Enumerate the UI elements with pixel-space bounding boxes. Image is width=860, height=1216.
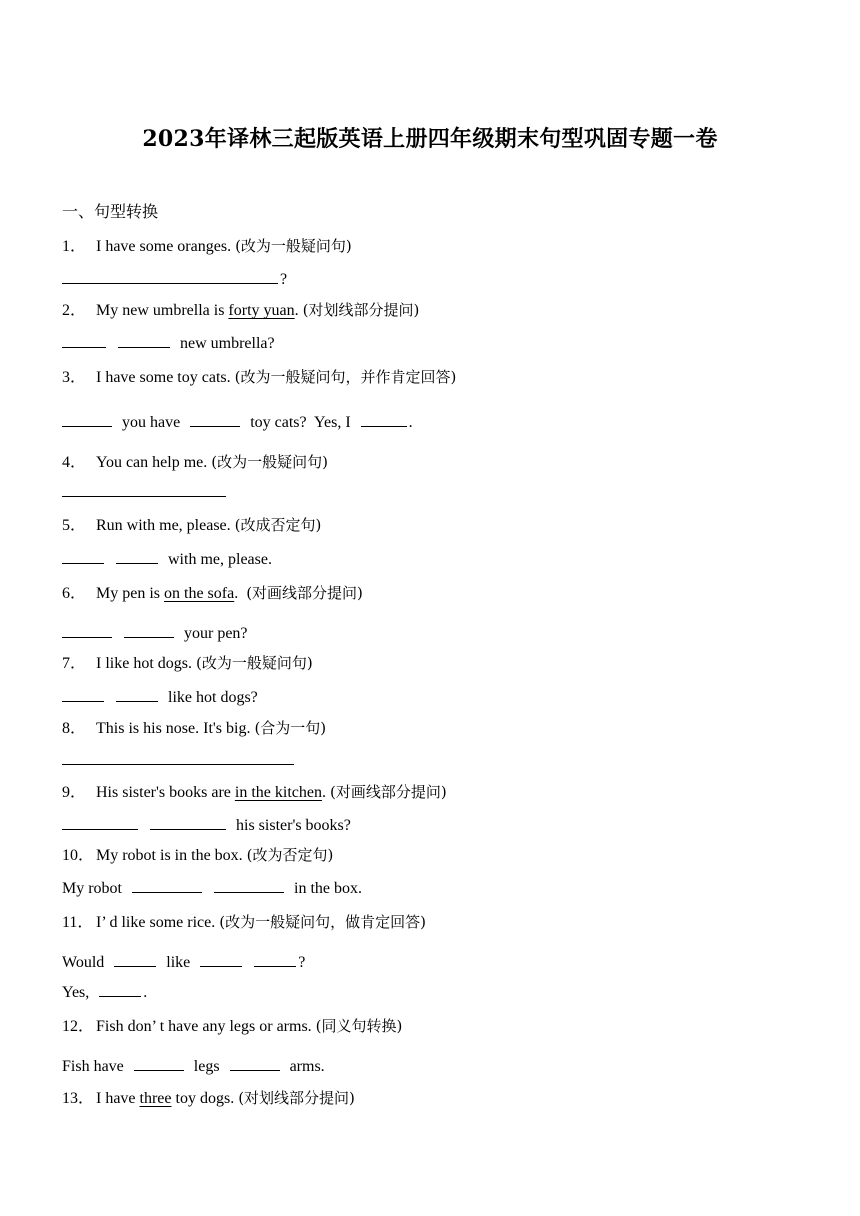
question-10: 10． My robot is in the box. (改为否定句) — [62, 846, 334, 864]
answer-8 — [62, 750, 296, 771]
question-6: 6． My pen is on the sofa. (对画线部分提问) — [62, 584, 363, 602]
answer-blank[interactable] — [62, 623, 112, 638]
answer-blank[interactable] — [124, 623, 174, 638]
answer-blank[interactable] — [134, 1056, 184, 1071]
question-4: 4． You can help me. (改为一般疑问句) — [62, 453, 328, 471]
question-13: 13． I have three toy dogs. (对划线部分提问) — [62, 1089, 355, 1107]
answer-10: My robot in the box. — [62, 880, 362, 897]
answer-blank[interactable] — [62, 269, 278, 284]
question-7: 7． I like hot dogs. (改为一般疑问句) — [62, 654, 313, 672]
answer-blank[interactable] — [62, 333, 106, 348]
answer-blank[interactable] — [116, 687, 158, 702]
answer-blank[interactable] — [214, 878, 284, 893]
answer-blank[interactable] — [230, 1056, 280, 1071]
answer-blank[interactable] — [62, 750, 294, 765]
answer-5: with me, please. — [62, 549, 272, 570]
answer-11a: Would like ? — [62, 954, 306, 971]
question-11: 11． I’ d like some rice. (改为一般疑问句，做肯定回答) — [62, 913, 426, 931]
answer-blank[interactable] — [200, 952, 242, 967]
answer-blank[interactable] — [99, 982, 141, 997]
question-12: 12． Fish don’ t have any legs or arms. (同义句转换) — [62, 1017, 403, 1035]
page-title: 2023年译林三起版英语上册四年级期末句型巩固专题一卷 — [142, 126, 718, 152]
answer-blank[interactable] — [361, 412, 407, 427]
question-8: 8． This is his nose. It's big. (合为一句) — [62, 719, 327, 737]
answer-3: you have toy cats? Yes, I . — [62, 412, 413, 433]
question-1: 1． I have some oranges. (改为一般疑问句) — [62, 237, 352, 255]
section-heading: 一、句型转换 — [62, 202, 159, 221]
answer-blank[interactable] — [132, 878, 202, 893]
question-3: 3． I have some toy cats. (改为一般疑问句，并作肯定回答) — [62, 368, 457, 386]
answer-blank[interactable] — [62, 815, 138, 830]
answer-9: his sister's books? — [62, 815, 351, 836]
answer-blank[interactable] — [118, 333, 170, 348]
answer-1: ? — [62, 269, 287, 290]
answer-12: Fish have legs arms. — [62, 1058, 325, 1075]
answer-blank[interactable] — [150, 815, 226, 830]
answer-11b: Yes, . — [62, 984, 148, 1001]
answer-6: your pen? — [62, 623, 248, 644]
answer-blank[interactable] — [62, 412, 112, 427]
question-9: 9． His sister's books are in the kitchen. (对画线部分提问) — [62, 783, 447, 801]
question-2: 2． My new umbrella is forty yuan. (对划线部分提问) — [62, 301, 420, 319]
answer-2: new umbrella? — [62, 333, 275, 354]
answer-blank[interactable] — [62, 482, 226, 497]
answer-4 — [62, 482, 228, 503]
answer-blank[interactable] — [190, 412, 240, 427]
answer-7: like hot dogs? — [62, 687, 258, 708]
answer-blank[interactable] — [62, 549, 104, 564]
answer-blank[interactable] — [254, 952, 296, 967]
answer-blank[interactable] — [114, 952, 156, 967]
answer-blank[interactable] — [116, 549, 158, 564]
question-5: 5． Run with me, please. (改成否定句) — [62, 516, 322, 534]
answer-blank[interactable] — [62, 687, 104, 702]
